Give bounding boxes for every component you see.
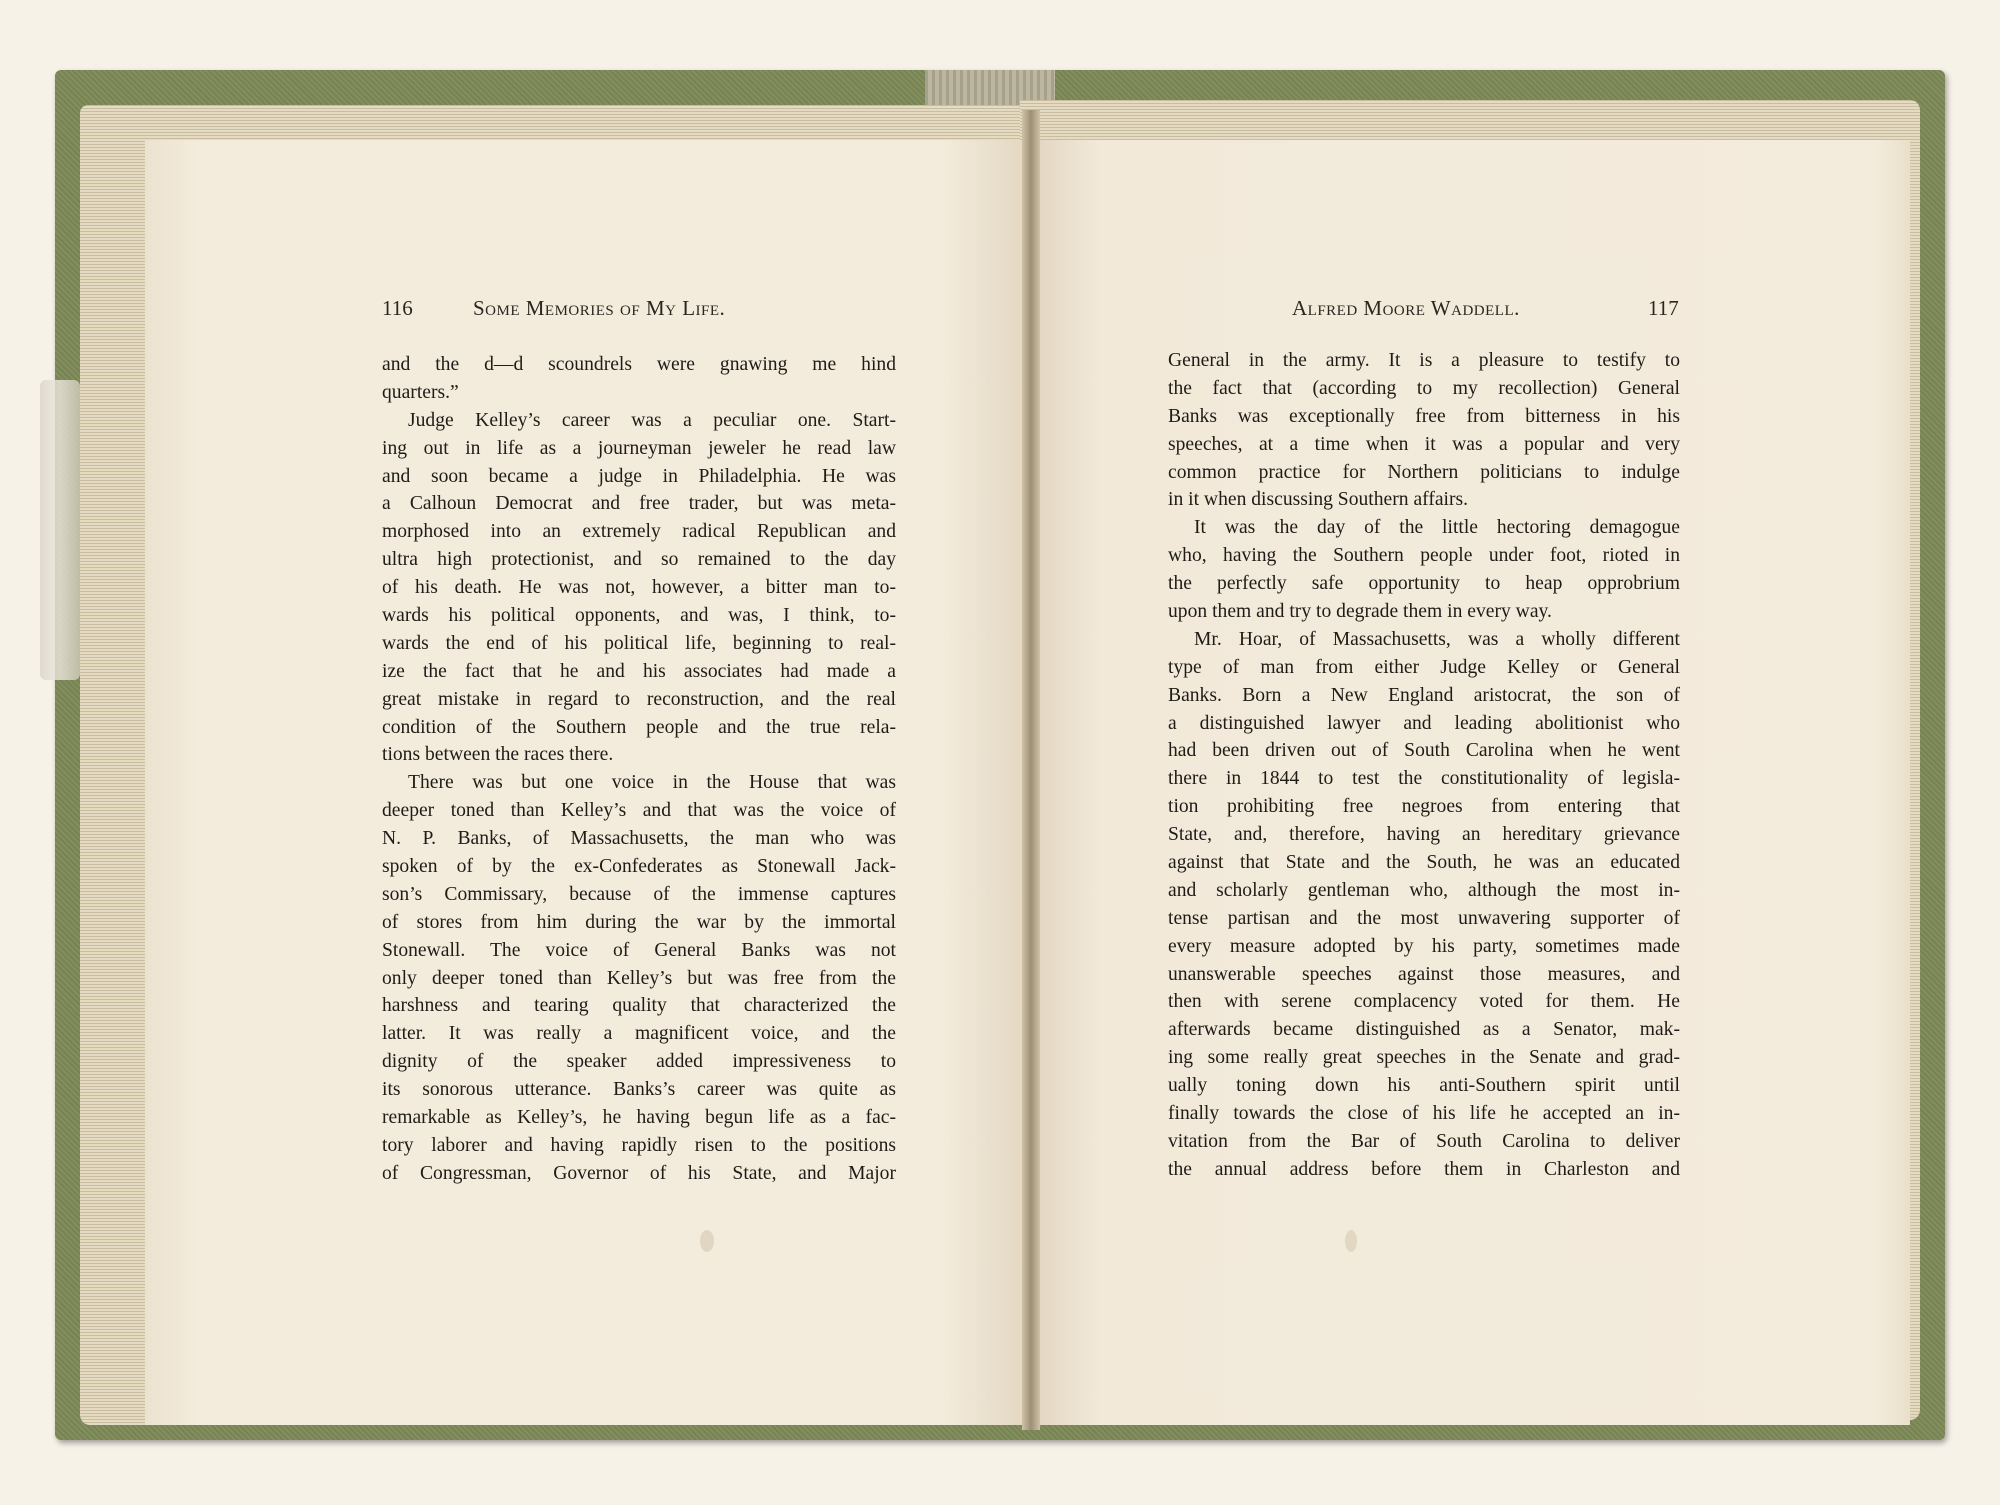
text-line: deeper toned than Kelley’s and that was the voice of xyxy=(382,800,896,822)
text-line: there in 1844 to test the constitutionality of legisla- xyxy=(1168,768,1680,790)
text-line: type of man from either Judge Kelley or General xyxy=(1168,656,1680,678)
text-line: Banks was exceptionally free from bitterness in his xyxy=(1168,405,1680,427)
text-line: wards his political opponents, and was, I think, to- xyxy=(382,605,896,627)
text-line: in it when discussing Southern affairs. xyxy=(1168,489,1469,511)
text-line: ize the fact that he and his associates had made a xyxy=(382,660,896,682)
text-line: of Congressman, Governor of his State, and Major xyxy=(382,1162,896,1184)
text-line: and scholarly gentleman who, although the most in- xyxy=(1168,879,1680,901)
text-line: tory laborer and having rapidly risen to the positions xyxy=(382,1134,896,1156)
left-page-number: 116 xyxy=(382,296,413,320)
text-line: spoken of by the ex-Confederates as Stonewall Jack- xyxy=(382,856,896,878)
text-line: son’s Commissary, because of the immense captures xyxy=(382,883,896,905)
text-line: ually toning down his anti-Southern spirit until xyxy=(1168,1075,1680,1097)
book-gutter xyxy=(1022,110,1040,1430)
text-line: tion prohibiting free negroes from entering that xyxy=(1168,796,1680,818)
text-line: ing out in life as a journeyman jeweler he read law xyxy=(382,437,896,459)
text-line: tions between the races there. xyxy=(382,744,614,766)
text-line: against that State and the South, he was an educated xyxy=(1168,852,1680,874)
text-line: unanswerable speeches against those measures, and xyxy=(1168,963,1680,985)
right-page-number: 117 xyxy=(1648,296,1679,320)
text-line: remarkable as Kelley’s, he having begun life as a fac- xyxy=(382,1107,896,1129)
text-line: ultra high protectionist, and so remained to the day xyxy=(382,549,896,571)
text-line: dignity of the speaker added impressiveness to xyxy=(382,1051,896,1073)
text-line: There was but one voice in the House that was xyxy=(408,772,896,794)
text-line: latter. It was really a magnificent voice, and the xyxy=(382,1023,896,1045)
text-line: the fact that (according to my recollection) General xyxy=(1168,377,1680,399)
text-line: and the d—d scoundrels were gnawing me hind xyxy=(382,354,896,375)
text-line: quarters.” xyxy=(382,381,459,403)
text-line: the annual address before them in Charleston and xyxy=(1168,1158,1680,1180)
text-line: a distinguished lawyer and leading abolitionist who xyxy=(1168,712,1680,734)
text-line: upon them and try to degrade them in every way. xyxy=(1168,601,1552,623)
text-line: and soon became a judge in Philadelphia. He was xyxy=(382,465,896,487)
paper-stain xyxy=(1345,1230,1357,1252)
text-line: of his death. He was not, however, a bitter man to- xyxy=(382,577,896,599)
left-page-text xyxy=(382,351,896,1188)
paper-stain xyxy=(700,1230,714,1252)
text-line: wards the end of his political life, beginning to real- xyxy=(382,632,896,654)
text-line: General in the army. It is a pleasure to testify to xyxy=(1168,350,1680,371)
text-line: speeches, at a time when it was a popular and very xyxy=(1168,433,1680,455)
right-running-head: Alfred Moore Waddell. xyxy=(1292,296,1520,320)
text-line: tense partisan and the most unwavering supporter of xyxy=(1168,907,1680,929)
text-line: the perfectly safe opportunity to heap opprobrium xyxy=(1168,573,1680,595)
text-line: common practice for Northern politicians to indulge xyxy=(1168,461,1680,483)
text-line: Mr. Hoar, of Massachusetts, was a wholly different xyxy=(1194,628,1680,650)
right-page-text xyxy=(1168,347,1680,1184)
left-running-head: Some Memories of My Life. xyxy=(473,296,726,320)
text-line: condition of the Southern people and the true rela- xyxy=(382,716,896,738)
text-line: great mistake in regard to reconstruction, and the real xyxy=(382,688,896,710)
text-line: ing some really great speeches in the Senate and grad- xyxy=(1168,1047,1680,1069)
text-line: Stonewall. The voice of General Banks was not xyxy=(382,939,896,961)
text-line: afterwards became distinguished as a Senator, mak- xyxy=(1168,1019,1680,1041)
text-line: then with serene complacency voted for them. He xyxy=(1168,991,1680,1013)
text-line: a Calhoun Democrat and free trader, but was meta- xyxy=(382,493,896,515)
text-line: harshness and tearing quality that characterized the xyxy=(382,995,896,1017)
text-line: finally towards the close of his life he accepted an in- xyxy=(1168,1103,1680,1125)
text-line: of stores from him during the war by the immortal xyxy=(382,911,896,933)
text-line: its sonorous utterance. Banks’s career was quite as xyxy=(382,1079,896,1101)
torn-hinge-tape xyxy=(40,380,80,680)
text-line: morphosed into an extremely radical Republican and xyxy=(382,521,896,543)
text-line: every measure adopted by his party, sometimes made xyxy=(1168,935,1680,957)
text-line: Banks. Born a New England aristocrat, the son of xyxy=(1168,684,1680,706)
text-line: State, and, therefore, having an hereditary grievance xyxy=(1168,824,1680,846)
text-line: had been driven out of South Carolina when he went xyxy=(1168,740,1680,762)
text-line: N. P. Banks, of Massachusetts, the man who was xyxy=(382,828,896,850)
text-line: who, having the Southern people under foot, rioted in xyxy=(1168,545,1680,567)
text-line: vitation from the Bar of South Carolina to deliver xyxy=(1168,1130,1680,1152)
text-line: It was the day of the little hectoring demagogue xyxy=(1194,517,1680,539)
text-line: only deeper toned than Kelley’s but was free from the xyxy=(382,967,896,989)
text-line: Judge Kelley’s career was a peculiar one. Start- xyxy=(408,409,896,431)
